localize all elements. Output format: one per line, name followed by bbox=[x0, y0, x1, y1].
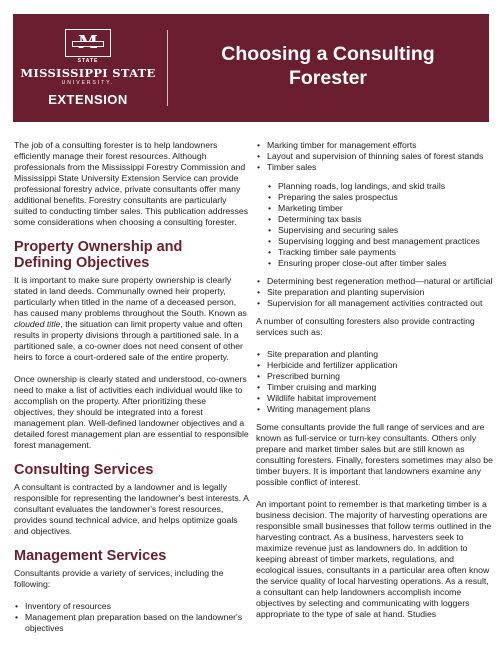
contracting-list bbox=[256, 349, 494, 415]
msu-emblem-icon bbox=[65, 29, 111, 57]
msu-extension-logo bbox=[13, 14, 163, 122]
business-decision-paragraph: An important point to remember is that marketing timber is a business decision. The majority of harvesting operations are responsible small businesses that follow terms outlined in the harvesting contract. As a business, harvesters seek to maximize revenue just as landowners do. In addition to keeping abreast of timber markets, regulations, and ecological issues, consultants in a particular area often know the service quality of local harvesting operations. As a result, a consultant can help landowners accomplish income objectives by selecting and communicating with loggers appropriate to the type of sale at hand. Studies bbox=[256, 499, 492, 619]
section-heading-consulting: Consulting Services bbox=[14, 462, 154, 478]
list-item: • Supervision for all management activities contracted out bbox=[256, 298, 494, 309]
contracting-paragraph: A number of consulting foresters also provide contracting services such as: bbox=[256, 316, 475, 337]
list-item: • Determining tax basis bbox=[267, 214, 494, 225]
list-item: • Herbicide and fertilizer application bbox=[256, 360, 494, 371]
section-heading-ownership-line1: Property Ownership and bbox=[14, 239, 183, 255]
services-list bbox=[256, 140, 494, 173]
list-item: • Site preparation and planting supervision bbox=[256, 287, 494, 298]
clouded-title-term: clouded title bbox=[14, 319, 61, 329]
list-item: • Supervising logging and best management practices bbox=[267, 236, 494, 247]
full-service-paragraph: Some consultants provide the full range of services and are known as full-service or turn-key consultants. Others only prepare and market timber sales but are still known as consulting foresters. Finally, foresters sometimes may also be timber buyers. It is important that landowners examine any possible conflict of interest. bbox=[256, 422, 493, 487]
list-item: • Ensuring proper close-out after timber sales bbox=[267, 258, 494, 269]
list-item: • Inventory of resources bbox=[14, 601, 249, 612]
list-item: • Timber sales bbox=[256, 162, 494, 173]
list-item: • Marketing timber bbox=[267, 203, 494, 214]
banner-divider bbox=[167, 30, 168, 106]
consulting-paragraph: A consultant is contracted by a landowner and is legally responsible for representing the landowner's best interests. A consultant evaluates the landowner's forest resources, provides sound technical advice, and helps optimize goals and objectives. bbox=[14, 482, 249, 536]
list-item: • Wildlife habitat improvement bbox=[256, 393, 494, 404]
services-list-continued bbox=[256, 276, 494, 309]
list-item: • Management plan preparation based on the landowner's objectives bbox=[14, 612, 249, 634]
section-heading-ownership bbox=[14, 239, 249, 271]
list-item: • Site preparation and planting bbox=[256, 349, 494, 360]
intro-paragraph: The job of a consulting forester is to help landowners efficiently manage their forest resources. Although professionals from the Mississippi Forestry Commission and Mississippi State University Extension Service can provide professional forestry advice, private consultants offer many additional benefits. Forestry consultants are particularly suited to conducting timber sales. This publication addresses some considerations when choosing a consulting forester. bbox=[14, 140, 249, 227]
logo-university-sub: UNIVERSITY. bbox=[61, 80, 115, 86]
list-item: • Planning roads, log landings, and skid trails bbox=[267, 181, 494, 192]
list-item: • Layout and supervision of thinning sales of forest stands bbox=[256, 151, 494, 162]
logo-state-word: STATE bbox=[77, 58, 99, 64]
timber-sales-sublist bbox=[267, 181, 494, 269]
management-paragraph: Consultants provide a variety of services, including the following: bbox=[14, 568, 224, 589]
section-heading-ownership-line2: Defining Objectives bbox=[14, 255, 150, 271]
list-item: • Writing management plans bbox=[256, 404, 494, 415]
list-item: • Supervising and securing sales bbox=[267, 225, 494, 236]
header-banner bbox=[13, 14, 489, 122]
ownership-paragraph-2: Once ownership is clearly stated and understood, co-owners need to make a list of activities each individual would like to accomplish on the property. After prioritizing these objectives, they should be integrated into a forest management plan. Well-defined landowner objectives and a detailed forest management plan are essential to responsible forest management. bbox=[14, 374, 249, 450]
ownership-paragraph-1-part-b: , the situation can limit property value and often results in property divisions through a partitioned sale. In a partitioned sale, a co-owner does not need consent of other heirs to force a court-ordered sale of the entire property. bbox=[14, 319, 243, 362]
page-title bbox=[178, 42, 478, 90]
list-item: • Preparing the sales prospectus bbox=[267, 192, 494, 203]
emblem-state-bar bbox=[72, 41, 104, 47]
logo-university-name: MISSISSIPPI STATE bbox=[20, 66, 156, 80]
ownership-paragraph-1-part-a: It is important to make sure property ownership is clearly stated in land deeds. Communally owned heir property, particularly when titled in the name of a deceased person, has caused many problems throughout the South. Known as bbox=[14, 275, 247, 318]
left-column bbox=[14, 140, 249, 645]
page-title-line2: Forester bbox=[288, 67, 368, 89]
list-item: • Timber cruising and marking bbox=[256, 382, 494, 393]
management-list bbox=[14, 601, 249, 634]
list-item: • Determining best regeneration method—natural or artificial bbox=[256, 276, 494, 287]
list-item: • Marking timber for management efforts bbox=[256, 140, 494, 151]
logo-extension: EXTENSION bbox=[48, 92, 128, 107]
ownership-paragraph-1 bbox=[14, 275, 249, 363]
page-title-line1: Choosing a Consulting bbox=[221, 43, 435, 65]
right-column bbox=[256, 140, 494, 631]
list-item: • Tracking timber sale payments bbox=[267, 247, 494, 258]
section-heading-management: Management Services bbox=[14, 548, 167, 564]
list-item: • Prescribed burning bbox=[256, 371, 494, 382]
